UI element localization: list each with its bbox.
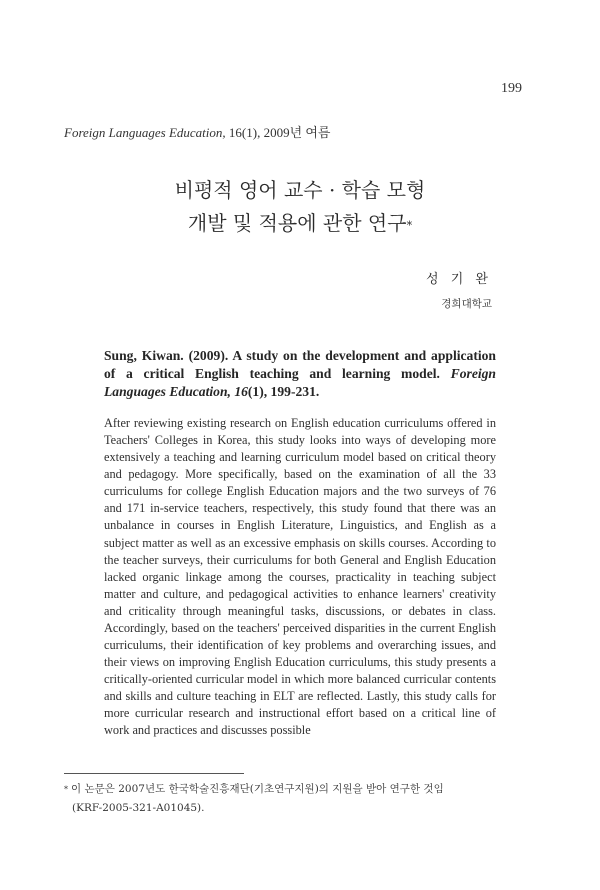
footnote-marker: * <box>64 785 68 794</box>
title-footnote-marker: * <box>406 219 413 232</box>
title-line-1: 비평적 영어 교수 · 학습 모형 <box>174 178 426 202</box>
footnote-line-2: (KRF-2005-321-A01045). <box>72 802 205 814</box>
title-line-2-wrap <box>80 207 520 240</box>
page-number: 199 <box>501 81 522 96</box>
author-block <box>426 270 492 312</box>
citation-volume: 16 <box>234 384 248 399</box>
title-line-2: 개발 및 적용에 관한 연구 <box>187 211 407 235</box>
footnote <box>64 780 504 818</box>
abstract <box>104 415 496 739</box>
author-affiliation: 경희대학교 <box>441 298 492 310</box>
author-name: 성 기 완 <box>426 272 492 287</box>
citation-text: Sung, Kiwan. (2009). A study on the development and application of a critical English teaching and learning model. <box>104 348 496 381</box>
footnote-line-1: 이 논문은 2007년도 한국학술진흥재단(기초연구지원)의 지원을 받아 연구한 것임 <box>71 783 444 795</box>
running-head <box>64 122 331 141</box>
citation-journal: Foreign Languages Education, <box>104 366 496 399</box>
running-head-issue: 16(1), 2009년 여름 <box>225 125 331 140</box>
footnote-line-1-wrap <box>64 780 504 799</box>
running-head-journal: Foreign Languages Education, <box>64 125 226 140</box>
article-title <box>80 174 520 240</box>
footnote-divider <box>64 773 244 774</box>
citation-rest: (1), 199-231. <box>247 384 320 399</box>
abstract-paragraph: After reviewing existing research on English education curriculums offered in Teachers' Colleges in Korea, this study looks into ways of developing more extensively a teaching and learning curriculum model based on critical theory and pedagogy. More specifically, based on the examination of all the 33 curriculums for college English Education majors and the two surveys of 76 and 171 in-service teachers, respectively, this study found that there was an unbalance in courses in English Literature, Linguistics, and English as a subject matter as well as an excessive emphasis on skills courses. According to the teacher surveys, their curriculums for both General and English Education lacked organic linkage among the courses, practicality in teaching subject matter and culture, and pedagogical activities to enhance learners' creativity and criticality through meaningful tasks, discussions, or debates in class. Accordingly, based on the teachers' perceived disparities in the current English curriculums, their identification of key problems and overarching issues, and their views on improving English Education curriculums, this study presents a critically-oriented curricular model in which more balanced curricular contents and skills and culture teaching in ELT are reflected. Lastly, this study calls for more curricular research and instructional effort based on a critical line of work and practices and discusses possible <box>104 416 496 738</box>
citation <box>104 347 496 401</box>
